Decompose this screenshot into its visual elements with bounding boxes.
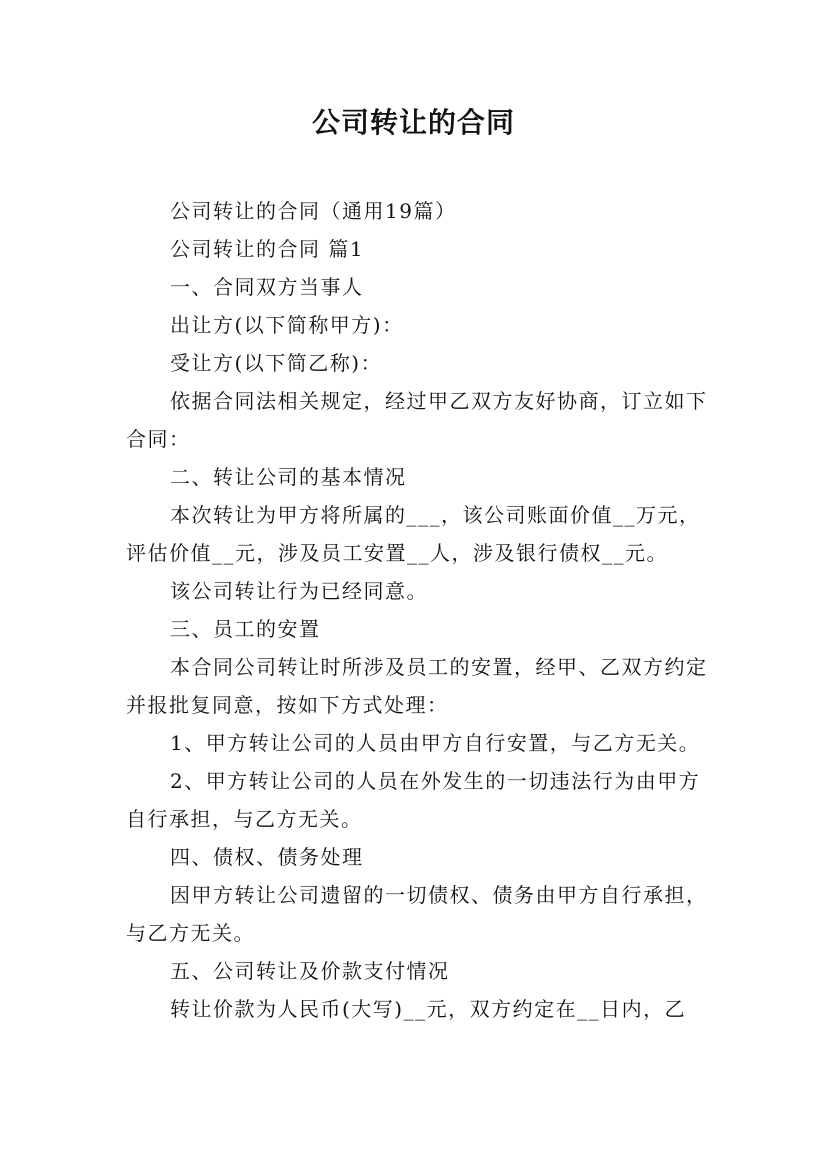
paragraph-preamble: 依据合同法相关规定，经过甲乙双方友好协商，订立如下合同： (126, 389, 708, 451)
document-body (126, 192, 716, 1028)
paragraph-clause-text: 转让价款为人民币(大写)__元，双方约定在__日内，乙 (170, 997, 687, 1021)
paragraph-clause-heading: 四、债权、债务处理 (170, 845, 364, 869)
paragraph-clause-text: 因甲方转让公司遗留的一切债权、债务由甲方自行承担，与乙方无关。 (126, 883, 708, 945)
paragraph-party-a: 出让方(以下简称甲方)： (170, 313, 404, 337)
paragraph-clause-heading: 一、合同双方当事人 (170, 275, 364, 299)
paragraph-subtitle: 公司转让的合同（通用19篇） (170, 199, 457, 223)
paragraph-clause-heading: 五、公司转让及价款支付情况 (170, 959, 450, 983)
paragraph-clause-text: 本次转让为甲方将所属的___，该公司账面价值__万元，评估价值__元，涉及员工安置__人，涉及银行债权__元。 (126, 503, 701, 565)
paragraph-section-heading: 公司转让的合同 篇1 (170, 237, 365, 261)
paragraph-clause-heading: 二、转让公司的基本情况 (170, 465, 407, 489)
paragraph-party-b: 受让方(以下简乙称)： (170, 351, 383, 375)
paragraph-clause-heading: 三、员工的安置 (170, 617, 321, 641)
paragraph-clause-text: 该公司转让行为已经同意。 (170, 579, 428, 603)
paragraph-list-item: 2、甲方转让公司的人员在外发生的一切违法行为由甲方自行承担，与乙方无关。 (126, 769, 701, 831)
paragraph-clause-text: 本合同公司转让时所涉及员工的安置，经甲、乙双方约定并报批复同意，按如下方式处理： (126, 655, 708, 717)
paragraph-list-item: 1、甲方转让公司的人员由甲方自行安置，与乙方无关。 (170, 731, 701, 755)
document-title: 公司转让的合同 (311, 106, 515, 139)
